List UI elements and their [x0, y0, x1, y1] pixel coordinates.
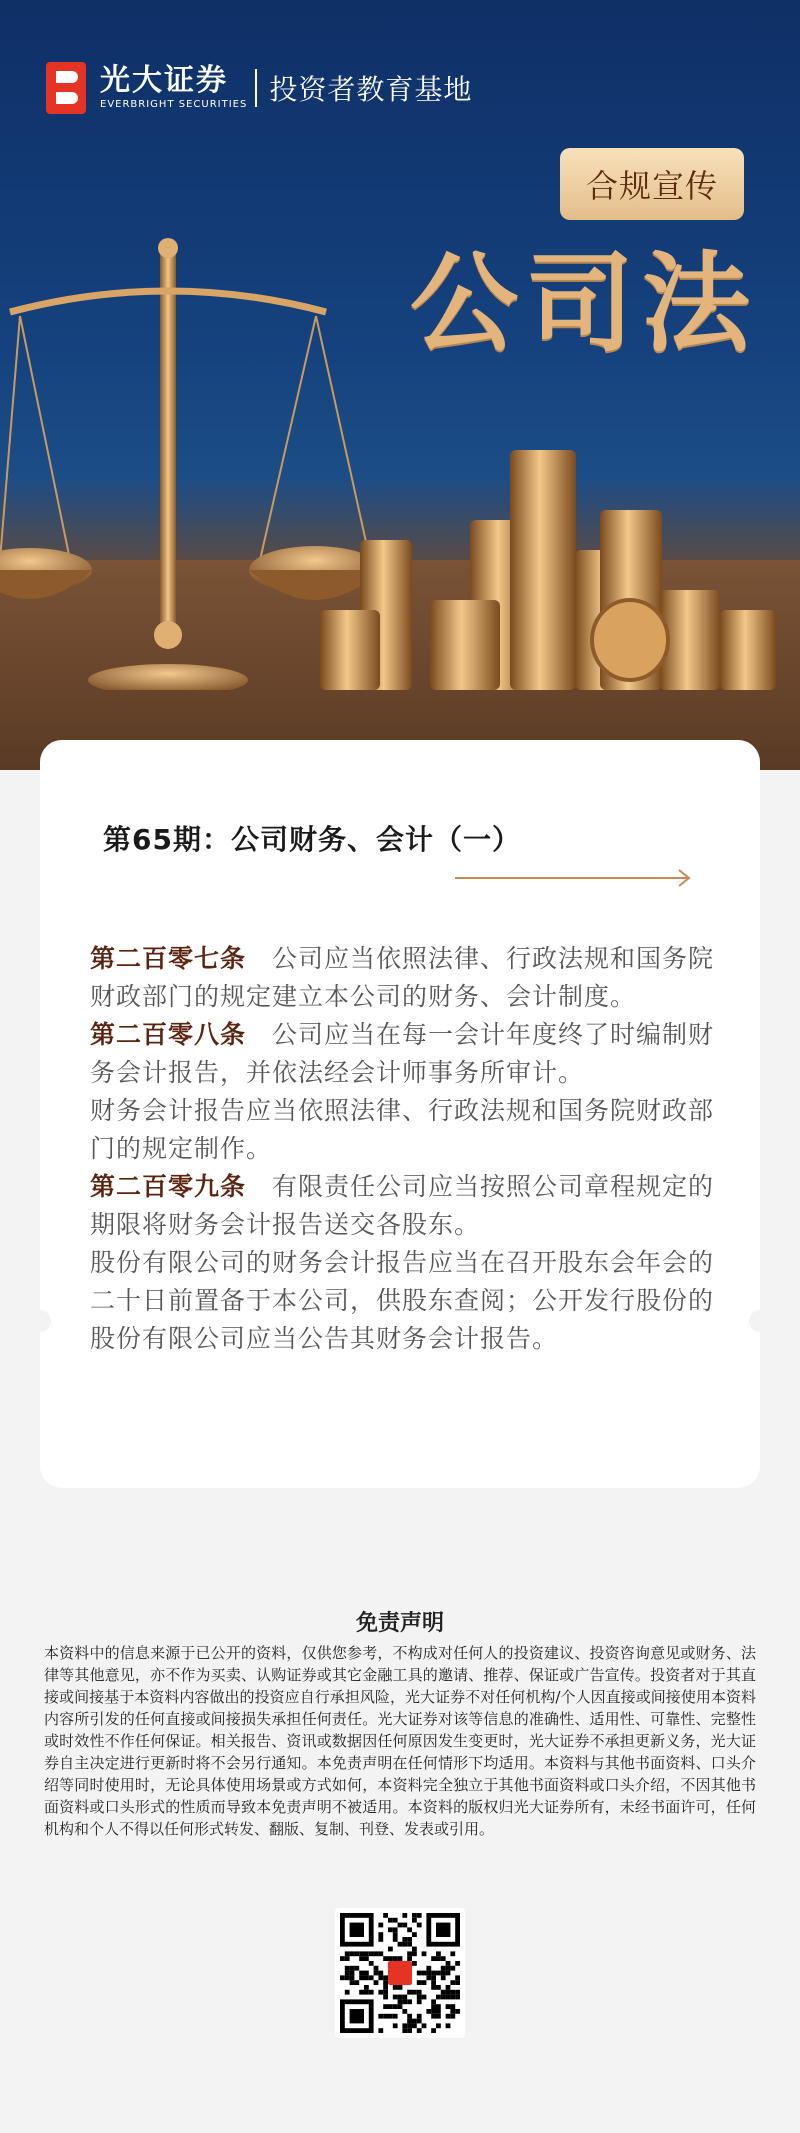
- article-paragraph: [90, 1092, 715, 1168]
- article-paragraph: [90, 1168, 715, 1244]
- article-heading: 第二百零七条: [90, 944, 247, 973]
- article-text: 有限责任公司应当按照公司章程规定的期限将财务会计报告送交各股东。: [90, 1172, 715, 1239]
- issue-title: 第65期：公司财务、会计（一）: [103, 823, 521, 856]
- arrow-right-icon: [455, 868, 695, 888]
- article-heading: 第二百零九条: [90, 1172, 247, 1201]
- article-body: [90, 940, 715, 1358]
- everbright-logo-icon: [46, 62, 86, 114]
- page-title: 公司法: [410, 242, 759, 367]
- logo-divider: [255, 69, 257, 107]
- article-text: 公司应当在每一会计年度终了时编制财务会计报告，并依法经会计师事务所审计。: [90, 1020, 715, 1087]
- compliance-badge: 合规宣传: [560, 148, 744, 220]
- brand-logo: [46, 62, 472, 114]
- qr-code: [335, 1908, 465, 2038]
- article-paragraph: [90, 1016, 715, 1092]
- card-notch-right: [749, 1310, 771, 1332]
- card-notch-left: [29, 1310, 51, 1332]
- article-paragraph: [90, 1244, 715, 1358]
- article-text: 股份有限公司的财务会计报告应当在召开股东会年会的二十日前置备于本公司，供股东查阅；公开发行股份的股份有限公司应当公告其财务会计报告。: [90, 1248, 715, 1353]
- article-paragraph: [90, 940, 715, 1016]
- coin-stacks-icon: [320, 440, 800, 700]
- brand-name-en: EVERBRIGHT SECURITIES: [100, 99, 248, 110]
- disclaimer-title: 免责声明: [355, 1611, 444, 1636]
- brand-name-cn: 光大证券: [100, 63, 228, 98]
- article-heading: 第二百零八条: [90, 1020, 247, 1049]
- hero-banner: [0, 0, 800, 770]
- qr-code-icon: [335, 1908, 465, 2038]
- article-text: 公司应当依照法律、行政法规和国务院财政部门的规定建立本公司的财务、会计制度。: [90, 944, 715, 1011]
- disclaimer-text: 本资料中的信息来源于已公开的资料，仅供您参考，不构成对任何人的投资建议、投资咨询意见或财务、法律等其他意见，亦不作为买卖、认购证券或其它金融工具的邀请、推荐、保证或广告宣传。投资者对于其直接或间接基于本资料内容做出的投资应自行承担风险，光大证券不对任何机构/个人因直接或间接使用本资料内容所引发的任何直接或间接损失承担任何责任。光大证券对该等信息的准确性、适用性、可靠性、完整性或时效性不作任何保证。相关报告、资讯或数据因任何原因发生变更时，光大证券不承担更新义务，光大证券自主决定进行更新时将不会另行通知。本免责声明在任何情形下均适用。本资料与其他书面资料、口头介绍等同时使用时，无论具体使用场景或方式如何，本资料完全独立于其他书面资料或口头介绍，不因其他书面资料或口头形式的性质而导致本免责声明不被适用。本资料的版权归光大证券所有，未经书面许可，任何机构和个人不得以任何形式转发、翻版、复制、刊登、发表或引用。: [44, 1644, 756, 1838]
- article-text: 财务会计报告应当依照法律、行政法规和国务院财政部门的规定制作。: [90, 1096, 715, 1163]
- slogan: 投资者教育基地: [269, 73, 473, 106]
